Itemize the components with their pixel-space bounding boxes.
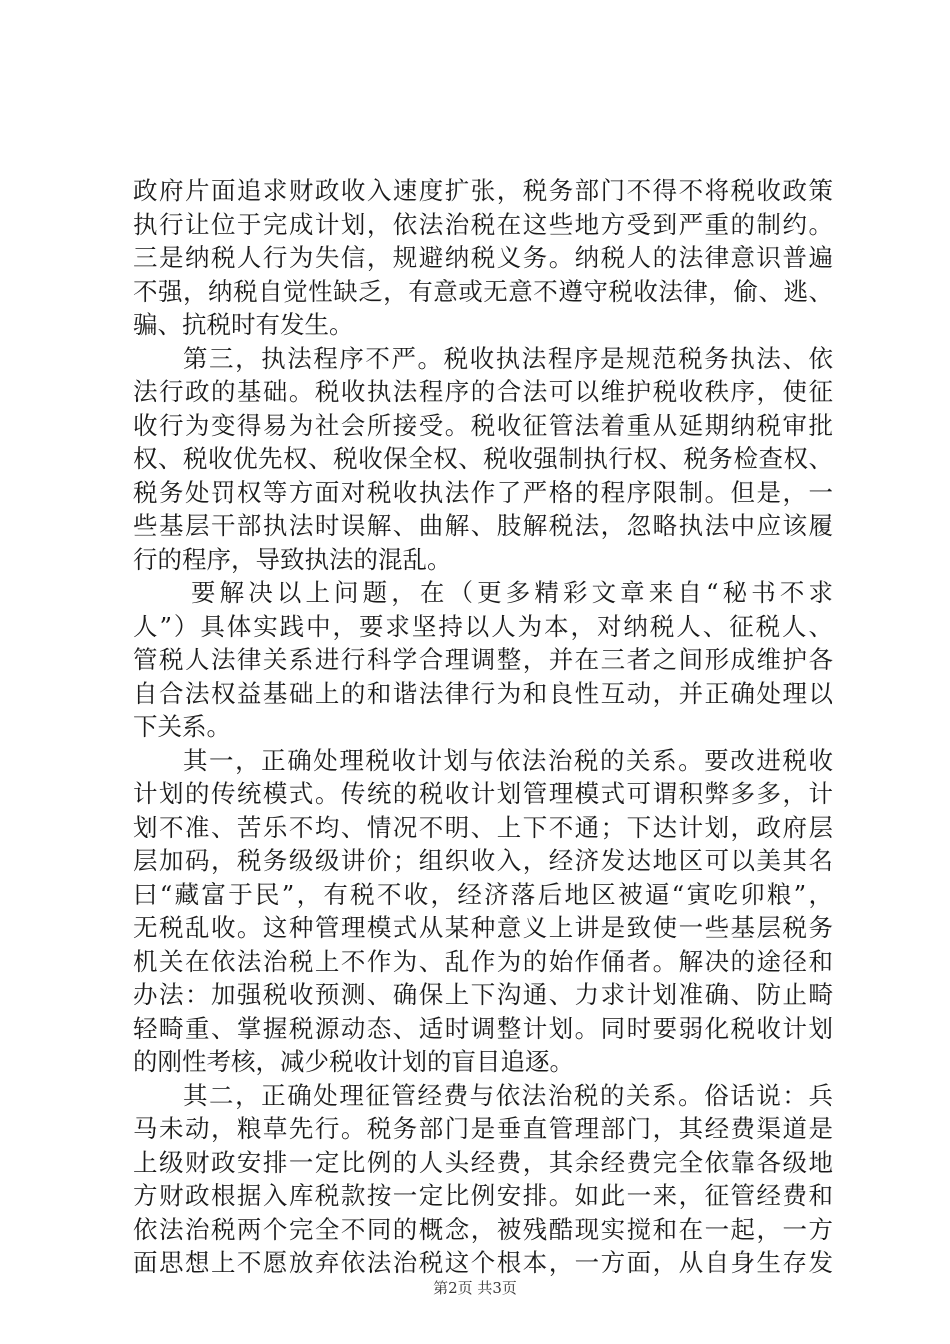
text-line: 下关系。 bbox=[133, 712, 231, 741]
text-line: 自合法权益基础上的和谐法律行为和良性互动，并正确处理以 bbox=[133, 678, 833, 708]
paragraph-first-line: 其一，正确处理税收计划与依法治税的关系。要改进税收 bbox=[183, 745, 833, 775]
text-line: 计划的传统模式。传统的税收计划管理模式可谓积弊多多，计 bbox=[133, 779, 833, 808]
text-line: 机关在依法治税上不作为、乱作为的始作俑者。解决的途径和 bbox=[133, 946, 833, 976]
text-line: 权、税收优先权、税收保全权、税收强制执行权、税务检查权、 bbox=[133, 444, 833, 473]
paragraph-first-line: 其二，正确处理征管经费与依法治税的关系。俗话说：兵 bbox=[183, 1080, 833, 1110]
text-line: 依法治税两个完全不同的概念，被残酷现实搅和在一起，一方 bbox=[133, 1214, 833, 1244]
text-line: 的刚性考核，减少税收计划的盲目追逐。 bbox=[133, 1047, 574, 1076]
text-line: 划不准、苦乐不均、情况不明、上下不通；下达计划，政府层 bbox=[133, 812, 833, 842]
text-line: 政府片面追求财政收入速度扩张，税务部门不得不将税收政策 bbox=[133, 176, 833, 205]
text-line: 不强，纳税自觉性缺乏，有意或无意不遵守税收法律，偷、逃、 bbox=[133, 276, 833, 306]
text-line: 收行为变得易为社会所接受。税收征管法着重从延期纳税审批 bbox=[133, 410, 833, 440]
paragraph-first-line: 第三，执法程序不严。税收执法程序是规范税务执法、依 bbox=[183, 343, 833, 373]
text-line: 方财政根据入库税款按一定比例安排。如此一来，征管经费和 bbox=[133, 1181, 833, 1210]
text-line: 无税乱收。这种管理模式从某种意义上讲是致使一些基层税务 bbox=[133, 913, 833, 942]
text-line: 管税人法律关系进行科学合理调整，并在三者之间形成维护各 bbox=[133, 645, 833, 674]
text-line: 行的程序，导致执法的混乱。 bbox=[133, 544, 452, 574]
text-line: 法行政的基础。税收执法程序的合法可以维护税收秩序，使征 bbox=[133, 377, 833, 406]
text-line: 面思想上不愿放弃依法治税这个根本，一方面，从自身生存发 bbox=[133, 1248, 833, 1277]
paragraph-first-line: 要解决以上问题，在（更多精彩文章来自“秘书不求 bbox=[191, 578, 833, 607]
text-line: 税务处罚权等方面对税收执法作了严格的程序限制。但是，一 bbox=[133, 477, 833, 507]
body-text bbox=[133, 174, 833, 1280]
text-line: 办法：加强税收预测、确保上下沟通、力求计划准确、防止畸 bbox=[133, 980, 833, 1009]
page-number-footer: 第2页 共3页 bbox=[433, 1279, 517, 1297]
text-line: 人”）具体实践中，要求坚持以人为本，对纳税人、征税人、 bbox=[133, 611, 833, 641]
text-line: 三是纳税人行为失信，规避纳税义务。纳税人的法律意识普遍 bbox=[133, 243, 833, 272]
text-line: 些基层干部执法时误解、曲解、肢解税法，忽略执法中应该履 bbox=[133, 511, 833, 540]
text-line: 上级财政安排一定比例的人头经费，其余经费完全依靠各级地 bbox=[133, 1147, 833, 1177]
text-line: 骗、抗税时有发生。 bbox=[133, 310, 354, 339]
text-line: 执行让位于完成计划，依法治税在这些地方受到严重的制约。 bbox=[133, 209, 833, 239]
text-line: 层加码，税务级级讲价；组织收入，经济发达地区可以美其名 bbox=[133, 846, 833, 875]
text-line: 马未动，粮草先行。税务部门是垂直管理部门，其经费渠道是 bbox=[133, 1114, 833, 1143]
text-line: 曰“藏富于民”，有税不收，经济落后地区被逼“寅吃卯粮”， bbox=[133, 879, 833, 909]
text-line: 轻畸重、掌握税源动态、适时调整计划。同时要弱化税收计划 bbox=[133, 1013, 833, 1043]
